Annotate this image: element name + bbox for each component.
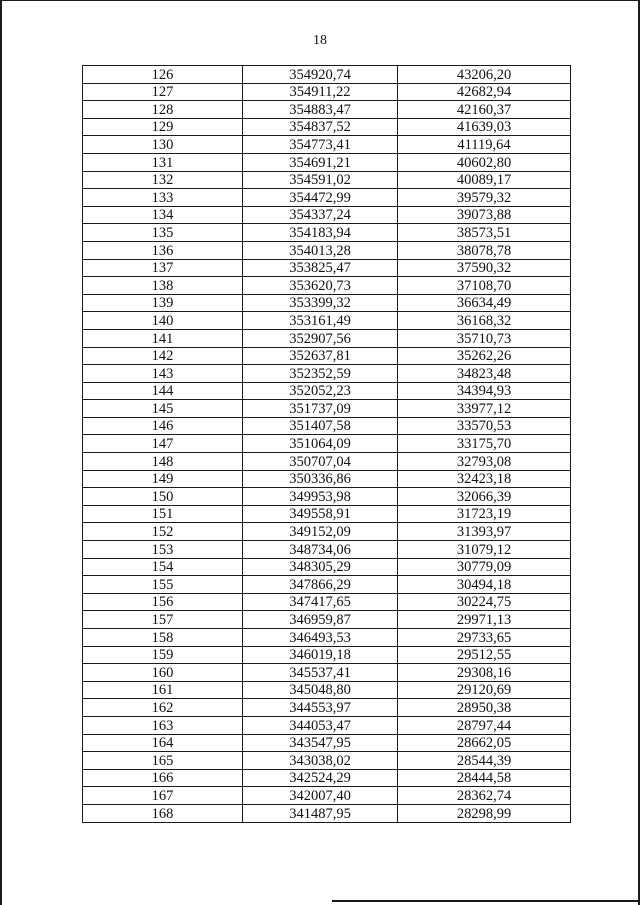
coordinates-table-body	[83, 66, 571, 823]
y-coordinate-cell: 42682,94	[398, 83, 571, 101]
y-coordinate-cell: 29308,16	[398, 664, 571, 682]
table-row	[83, 294, 571, 312]
point-number-cell: 144	[83, 382, 243, 400]
table-row	[83, 629, 571, 647]
point-number-cell: 165	[83, 752, 243, 770]
point-number-cell: 166	[83, 769, 243, 787]
y-coordinate-cell: 36168,32	[398, 312, 571, 330]
table-row	[83, 83, 571, 101]
point-number-cell: 167	[83, 787, 243, 805]
y-coordinate-cell: 32066,39	[398, 488, 571, 506]
y-coordinate-cell: 40602,80	[398, 153, 571, 171]
point-number-cell: 158	[83, 629, 243, 647]
y-coordinate-cell: 29971,13	[398, 611, 571, 629]
point-number-cell: 159	[83, 646, 243, 664]
x-coordinate-cell: 350336,86	[243, 470, 398, 488]
table-row	[83, 453, 571, 471]
point-number-cell: 130	[83, 136, 243, 154]
y-coordinate-cell: 33977,12	[398, 400, 571, 418]
y-coordinate-cell: 33570,53	[398, 417, 571, 435]
x-coordinate-cell: 353620,73	[243, 277, 398, 295]
y-coordinate-cell: 32793,08	[398, 453, 571, 471]
table-row	[83, 769, 571, 787]
point-number-cell: 168	[83, 804, 243, 822]
table-row	[83, 470, 571, 488]
table-row	[83, 541, 571, 559]
point-number-cell: 160	[83, 664, 243, 682]
point-number-cell: 162	[83, 699, 243, 717]
x-coordinate-cell: 352352,59	[243, 365, 398, 383]
x-coordinate-cell: 346493,53	[243, 629, 398, 647]
x-coordinate-cell: 354183,94	[243, 224, 398, 242]
x-coordinate-cell: 341487,95	[243, 804, 398, 822]
y-coordinate-cell: 28362,74	[398, 787, 571, 805]
table-row	[83, 312, 571, 330]
x-coordinate-cell: 344553,97	[243, 699, 398, 717]
y-coordinate-cell: 35710,73	[398, 329, 571, 347]
point-number-cell: 140	[83, 312, 243, 330]
table-row	[83, 206, 571, 224]
x-coordinate-cell: 352052,23	[243, 382, 398, 400]
point-number-cell: 132	[83, 171, 243, 189]
table-row	[83, 611, 571, 629]
x-coordinate-cell: 351737,09	[243, 400, 398, 418]
table-row	[83, 101, 571, 119]
point-number-cell: 152	[83, 523, 243, 541]
x-coordinate-cell: 346019,18	[243, 646, 398, 664]
table-row	[83, 699, 571, 717]
point-number-cell: 151	[83, 505, 243, 523]
y-coordinate-cell: 43206,20	[398, 66, 571, 84]
y-coordinate-cell: 30494,18	[398, 576, 571, 594]
x-coordinate-cell: 348305,29	[243, 558, 398, 576]
y-coordinate-cell: 28444,58	[398, 769, 571, 787]
y-coordinate-cell: 28298,99	[398, 804, 571, 822]
x-coordinate-cell: 346959,87	[243, 611, 398, 629]
point-number-cell: 146	[83, 417, 243, 435]
table-row	[83, 646, 571, 664]
y-coordinate-cell: 30224,75	[398, 593, 571, 611]
x-coordinate-cell: 349953,98	[243, 488, 398, 506]
x-coordinate-cell: 345537,41	[243, 664, 398, 682]
x-coordinate-cell: 347866,29	[243, 576, 398, 594]
x-coordinate-cell: 349558,91	[243, 505, 398, 523]
point-number-cell: 161	[83, 681, 243, 699]
y-coordinate-cell: 41639,03	[398, 118, 571, 136]
x-coordinate-cell: 343547,95	[243, 734, 398, 752]
table-row	[83, 277, 571, 295]
x-coordinate-cell: 354013,28	[243, 241, 398, 259]
table-row	[83, 382, 571, 400]
y-coordinate-cell: 39073,88	[398, 206, 571, 224]
x-coordinate-cell: 351407,58	[243, 417, 398, 435]
table-row	[83, 400, 571, 418]
y-coordinate-cell: 33175,70	[398, 435, 571, 453]
x-coordinate-cell: 348734,06	[243, 541, 398, 559]
point-number-cell: 154	[83, 558, 243, 576]
y-coordinate-cell: 37590,32	[398, 259, 571, 277]
x-coordinate-cell: 342007,40	[243, 787, 398, 805]
table-row	[83, 752, 571, 770]
y-coordinate-cell: 34394,93	[398, 382, 571, 400]
y-coordinate-cell: 40089,17	[398, 171, 571, 189]
point-number-cell: 138	[83, 277, 243, 295]
table-row	[83, 505, 571, 523]
coordinates-table	[82, 65, 571, 823]
point-number-cell: 153	[83, 541, 243, 559]
x-coordinate-cell: 354773,41	[243, 136, 398, 154]
table-row	[83, 118, 571, 136]
x-coordinate-cell: 353825,47	[243, 259, 398, 277]
y-coordinate-cell: 29512,55	[398, 646, 571, 664]
table-row	[83, 365, 571, 383]
point-number-cell: 129	[83, 118, 243, 136]
x-coordinate-cell: 354691,21	[243, 153, 398, 171]
x-coordinate-cell: 345048,80	[243, 681, 398, 699]
x-coordinate-cell: 354837,52	[243, 118, 398, 136]
point-number-cell: 127	[83, 83, 243, 101]
table-row	[83, 804, 571, 822]
y-coordinate-cell: 28797,44	[398, 716, 571, 734]
point-number-cell: 142	[83, 347, 243, 365]
table-row	[83, 224, 571, 242]
x-coordinate-cell: 354472,99	[243, 189, 398, 207]
x-coordinate-cell: 347417,65	[243, 593, 398, 611]
y-coordinate-cell: 34823,48	[398, 365, 571, 383]
y-coordinate-cell: 31723,19	[398, 505, 571, 523]
x-coordinate-cell: 349152,09	[243, 523, 398, 541]
x-coordinate-cell: 354883,47	[243, 101, 398, 119]
table-row	[83, 259, 571, 277]
y-coordinate-cell: 38573,51	[398, 224, 571, 242]
x-coordinate-cell: 354337,24	[243, 206, 398, 224]
table-row	[83, 523, 571, 541]
point-number-cell: 157	[83, 611, 243, 629]
y-coordinate-cell: 28544,39	[398, 752, 571, 770]
table-row	[83, 241, 571, 259]
y-coordinate-cell: 28662,05	[398, 734, 571, 752]
page-number: 18	[313, 33, 327, 48]
table-row	[83, 171, 571, 189]
point-number-cell: 134	[83, 206, 243, 224]
table-row	[83, 787, 571, 805]
y-coordinate-cell: 31393,97	[398, 523, 571, 541]
table-row	[83, 136, 571, 154]
point-number-cell: 141	[83, 329, 243, 347]
point-number-cell: 148	[83, 453, 243, 471]
table-row	[83, 153, 571, 171]
y-coordinate-cell: 30779,09	[398, 558, 571, 576]
table-row	[83, 488, 571, 506]
x-coordinate-cell: 352907,56	[243, 329, 398, 347]
table-row	[83, 347, 571, 365]
table-row	[83, 329, 571, 347]
y-coordinate-cell: 38078,78	[398, 241, 571, 259]
table-row	[83, 558, 571, 576]
point-number-cell: 150	[83, 488, 243, 506]
y-coordinate-cell: 31079,12	[398, 541, 571, 559]
x-coordinate-cell: 354591,02	[243, 171, 398, 189]
y-coordinate-cell: 39579,32	[398, 189, 571, 207]
table-row	[83, 593, 571, 611]
y-coordinate-cell: 32423,18	[398, 470, 571, 488]
table-row	[83, 681, 571, 699]
point-number-cell: 136	[83, 241, 243, 259]
point-number-cell: 147	[83, 435, 243, 453]
point-number-cell: 149	[83, 470, 243, 488]
y-coordinate-cell: 29120,69	[398, 681, 571, 699]
point-number-cell: 133	[83, 189, 243, 207]
point-number-cell: 139	[83, 294, 243, 312]
point-number-cell: 164	[83, 734, 243, 752]
table-row	[83, 189, 571, 207]
point-number-cell: 128	[83, 101, 243, 119]
y-coordinate-cell: 36634,49	[398, 294, 571, 312]
y-coordinate-cell: 35262,26	[398, 347, 571, 365]
point-number-cell: 145	[83, 400, 243, 418]
table-row	[83, 417, 571, 435]
x-coordinate-cell: 344053,47	[243, 716, 398, 734]
x-coordinate-cell: 352637,81	[243, 347, 398, 365]
x-coordinate-cell: 351064,09	[243, 435, 398, 453]
x-coordinate-cell: 354911,22	[243, 83, 398, 101]
table-row	[83, 435, 571, 453]
point-number-cell: 137	[83, 259, 243, 277]
point-number-cell: 126	[83, 66, 243, 84]
bottom-rule	[332, 900, 638, 902]
table-row	[83, 734, 571, 752]
x-coordinate-cell: 342524,29	[243, 769, 398, 787]
y-coordinate-cell: 42160,37	[398, 101, 571, 119]
y-coordinate-cell: 41119,64	[398, 136, 571, 154]
y-coordinate-cell: 37108,70	[398, 277, 571, 295]
point-number-cell: 156	[83, 593, 243, 611]
point-number-cell: 163	[83, 716, 243, 734]
x-coordinate-cell: 354920,74	[243, 66, 398, 84]
point-number-cell: 143	[83, 365, 243, 383]
y-coordinate-cell: 29733,65	[398, 629, 571, 647]
table-row	[83, 716, 571, 734]
x-coordinate-cell: 353161,49	[243, 312, 398, 330]
table-row	[83, 66, 571, 84]
point-number-cell: 155	[83, 576, 243, 594]
point-number-cell: 135	[83, 224, 243, 242]
table-row	[83, 664, 571, 682]
x-coordinate-cell: 353399,32	[243, 294, 398, 312]
table-row	[83, 576, 571, 594]
x-coordinate-cell: 350707,04	[243, 453, 398, 471]
point-number-cell: 131	[83, 153, 243, 171]
x-coordinate-cell: 343038,02	[243, 752, 398, 770]
y-coordinate-cell: 28950,38	[398, 699, 571, 717]
